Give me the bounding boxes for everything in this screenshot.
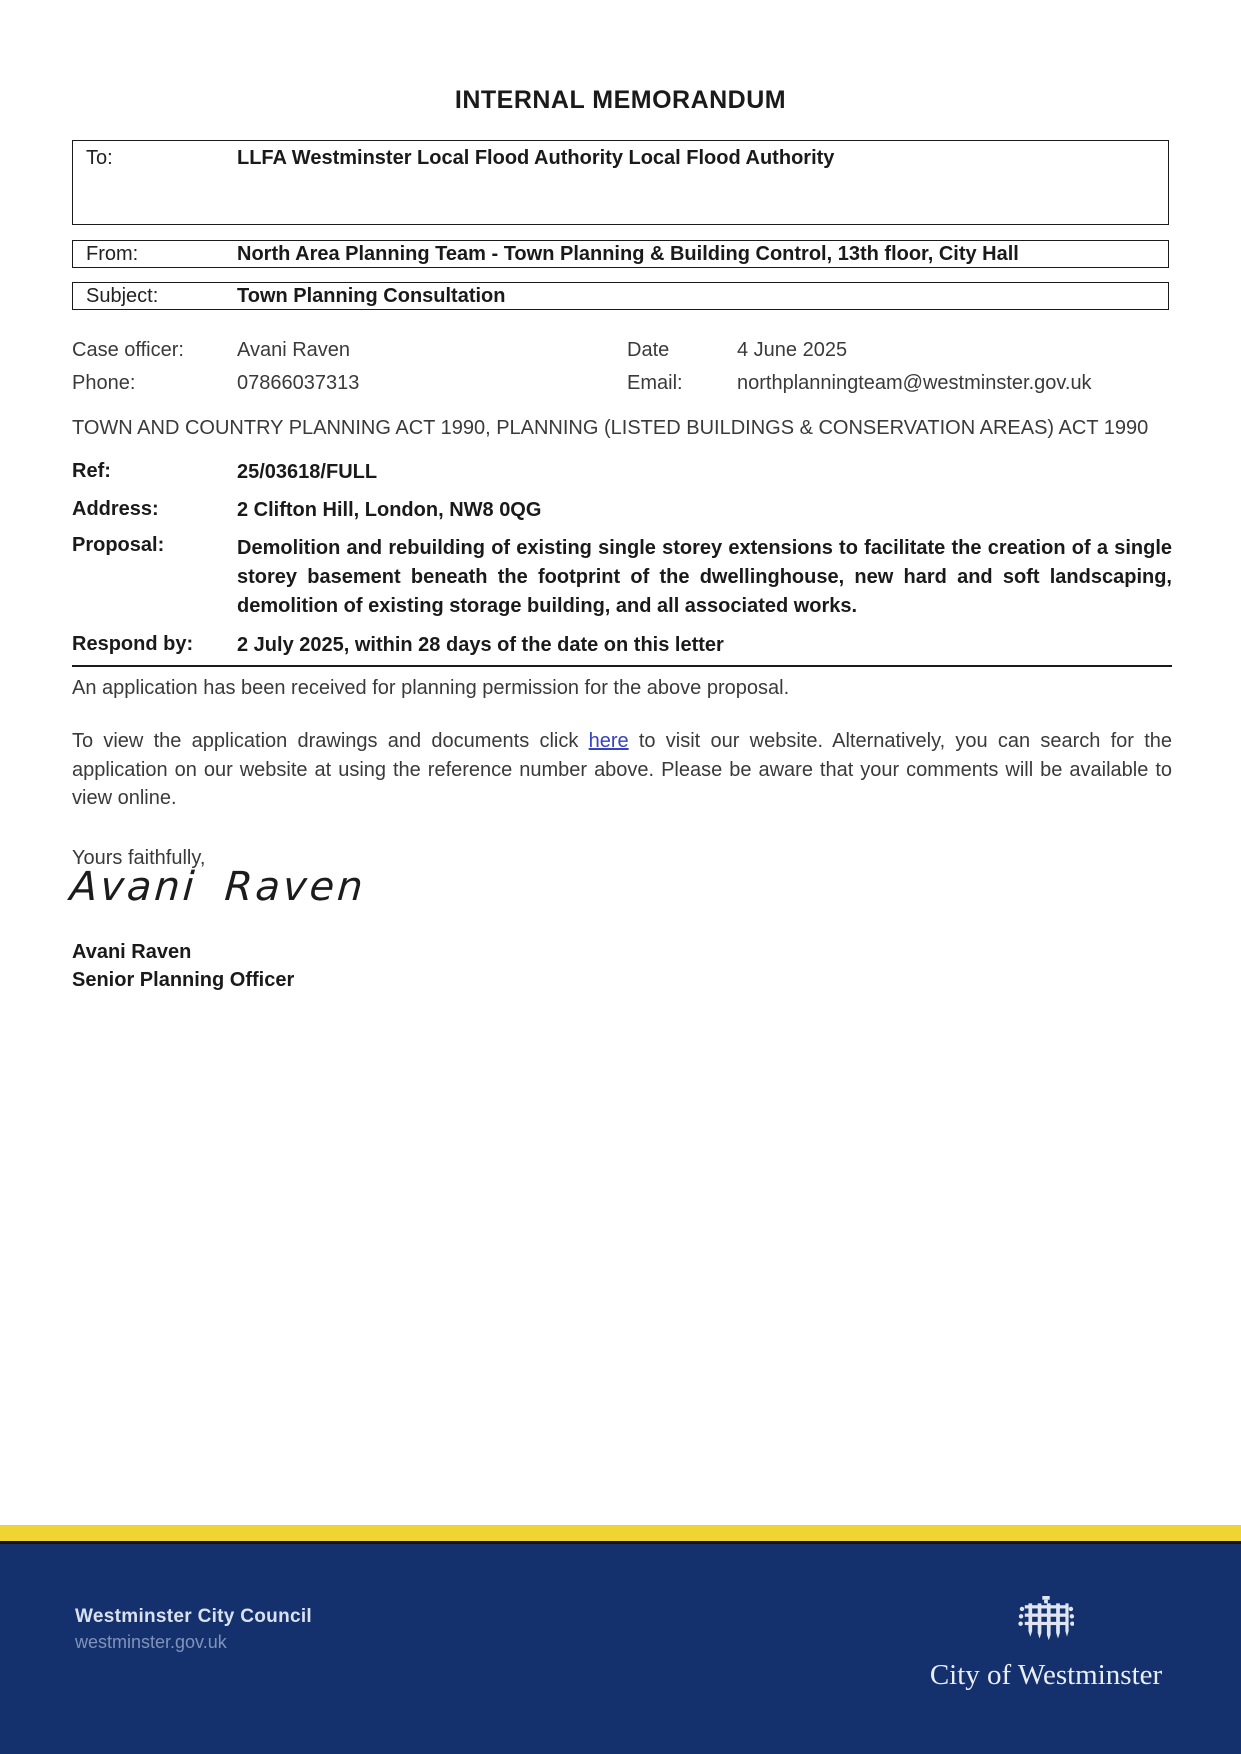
- city-of-westminster-label: City of Westminster: [929, 1659, 1163, 1691]
- email-label: Email:: [627, 372, 683, 394]
- page-title: INTERNAL MEMORANDUM: [454, 86, 787, 114]
- meta-section: [72, 334, 1172, 400]
- footer-logo-block: [921, 1596, 1171, 1692]
- paragraph-view-application: [72, 727, 1172, 813]
- date-value: 4 June 2025: [737, 339, 848, 361]
- address-label: Address:: [72, 498, 159, 520]
- here-link[interactable]: here: [588, 730, 629, 752]
- signatory-block: [72, 938, 294, 994]
- ref-row: [72, 460, 1172, 484]
- proposal-label: Proposal:: [72, 534, 165, 556]
- email-value: northplanningteam@westminster.gov.uk: [737, 372, 1092, 394]
- from-label: From:: [86, 242, 139, 265]
- signatory-name: Avani Raven: [72, 941, 192, 963]
- meta-row-2: [72, 367, 1172, 400]
- address-row: [72, 498, 1172, 522]
- to-label: To:: [86, 147, 113, 169]
- footer-yellow-bar: [0, 1525, 1241, 1541]
- footer-council-block: [75, 1606, 312, 1653]
- footer-blue-panel: [0, 1544, 1241, 1754]
- from-box: [72, 240, 1169, 268]
- view-text-before-link: To view the application drawings and documents click: [72, 730, 589, 752]
- date-label: Date: [627, 339, 670, 361]
- subject-value: Town Planning Consultation: [237, 284, 506, 307]
- respond-by-value: 2 July 2025, within 28 days of the date on this letter: [237, 634, 724, 656]
- case-officer-label: Case officer:: [72, 339, 184, 361]
- respond-by-label: Respond by:: [72, 633, 194, 655]
- application-details: [72, 460, 1172, 676]
- closing-salutation: Yours faithfully,: [72, 847, 206, 869]
- meta-row-1: [72, 334, 1172, 367]
- portcullis-crest-icon: [1018, 1596, 1074, 1649]
- phone-value: 07866037313: [237, 372, 360, 394]
- footer: [0, 1525, 1241, 1754]
- from-value: North Area Planning Team - Town Planning & Building Control, 13th floor, City Hall: [237, 242, 1019, 265]
- paragraph-application-received: An application has been received for planning permission for the above proposal.: [72, 677, 790, 699]
- ref-label: Ref:: [72, 460, 111, 482]
- ref-value: 25/03618/FULL: [237, 461, 378, 483]
- council-website: westminster.gov.uk: [75, 1632, 227, 1652]
- planning-act-line: TOWN AND COUNTRY PLANNING ACT 1990, PLANNING (LISTED BUILDINGS & CONSERVATION AREAS) ACT 1990: [72, 417, 1149, 439]
- respond-by-row: [72, 633, 1172, 667]
- subject-label: Subject:: [86, 284, 159, 307]
- case-officer-value: Avani Raven: [237, 339, 351, 361]
- signatory-title: Senior Planning Officer: [72, 969, 295, 991]
- address-value: 2 Clifton Hill, London, NW8 0QG: [237, 499, 542, 521]
- to-value: LLFA Westminster Local Flood Authority Local Flood Authority: [237, 147, 835, 169]
- view-text-after-link: to visit our website. Alternatively, you can search for the application on our website at using the reference number above. Please be aware that your comments will be available to view online.: [72, 730, 1172, 809]
- subject-box: [72, 282, 1169, 310]
- council-name: Westminster City Council: [75, 1606, 312, 1627]
- phone-label: Phone:: [72, 372, 136, 394]
- proposal-row: [72, 534, 1172, 621]
- to-box: [72, 140, 1169, 225]
- handwritten-signature: Avani Raven: [68, 864, 368, 910]
- proposal-value: Demolition and rebuilding of existing single storey extensions to facilitate the creation of a single storey basement beneath the footprint of the dwellinghouse, new hard and soft landscaping, demolition of existing storage building, and all associated works.: [237, 537, 1172, 617]
